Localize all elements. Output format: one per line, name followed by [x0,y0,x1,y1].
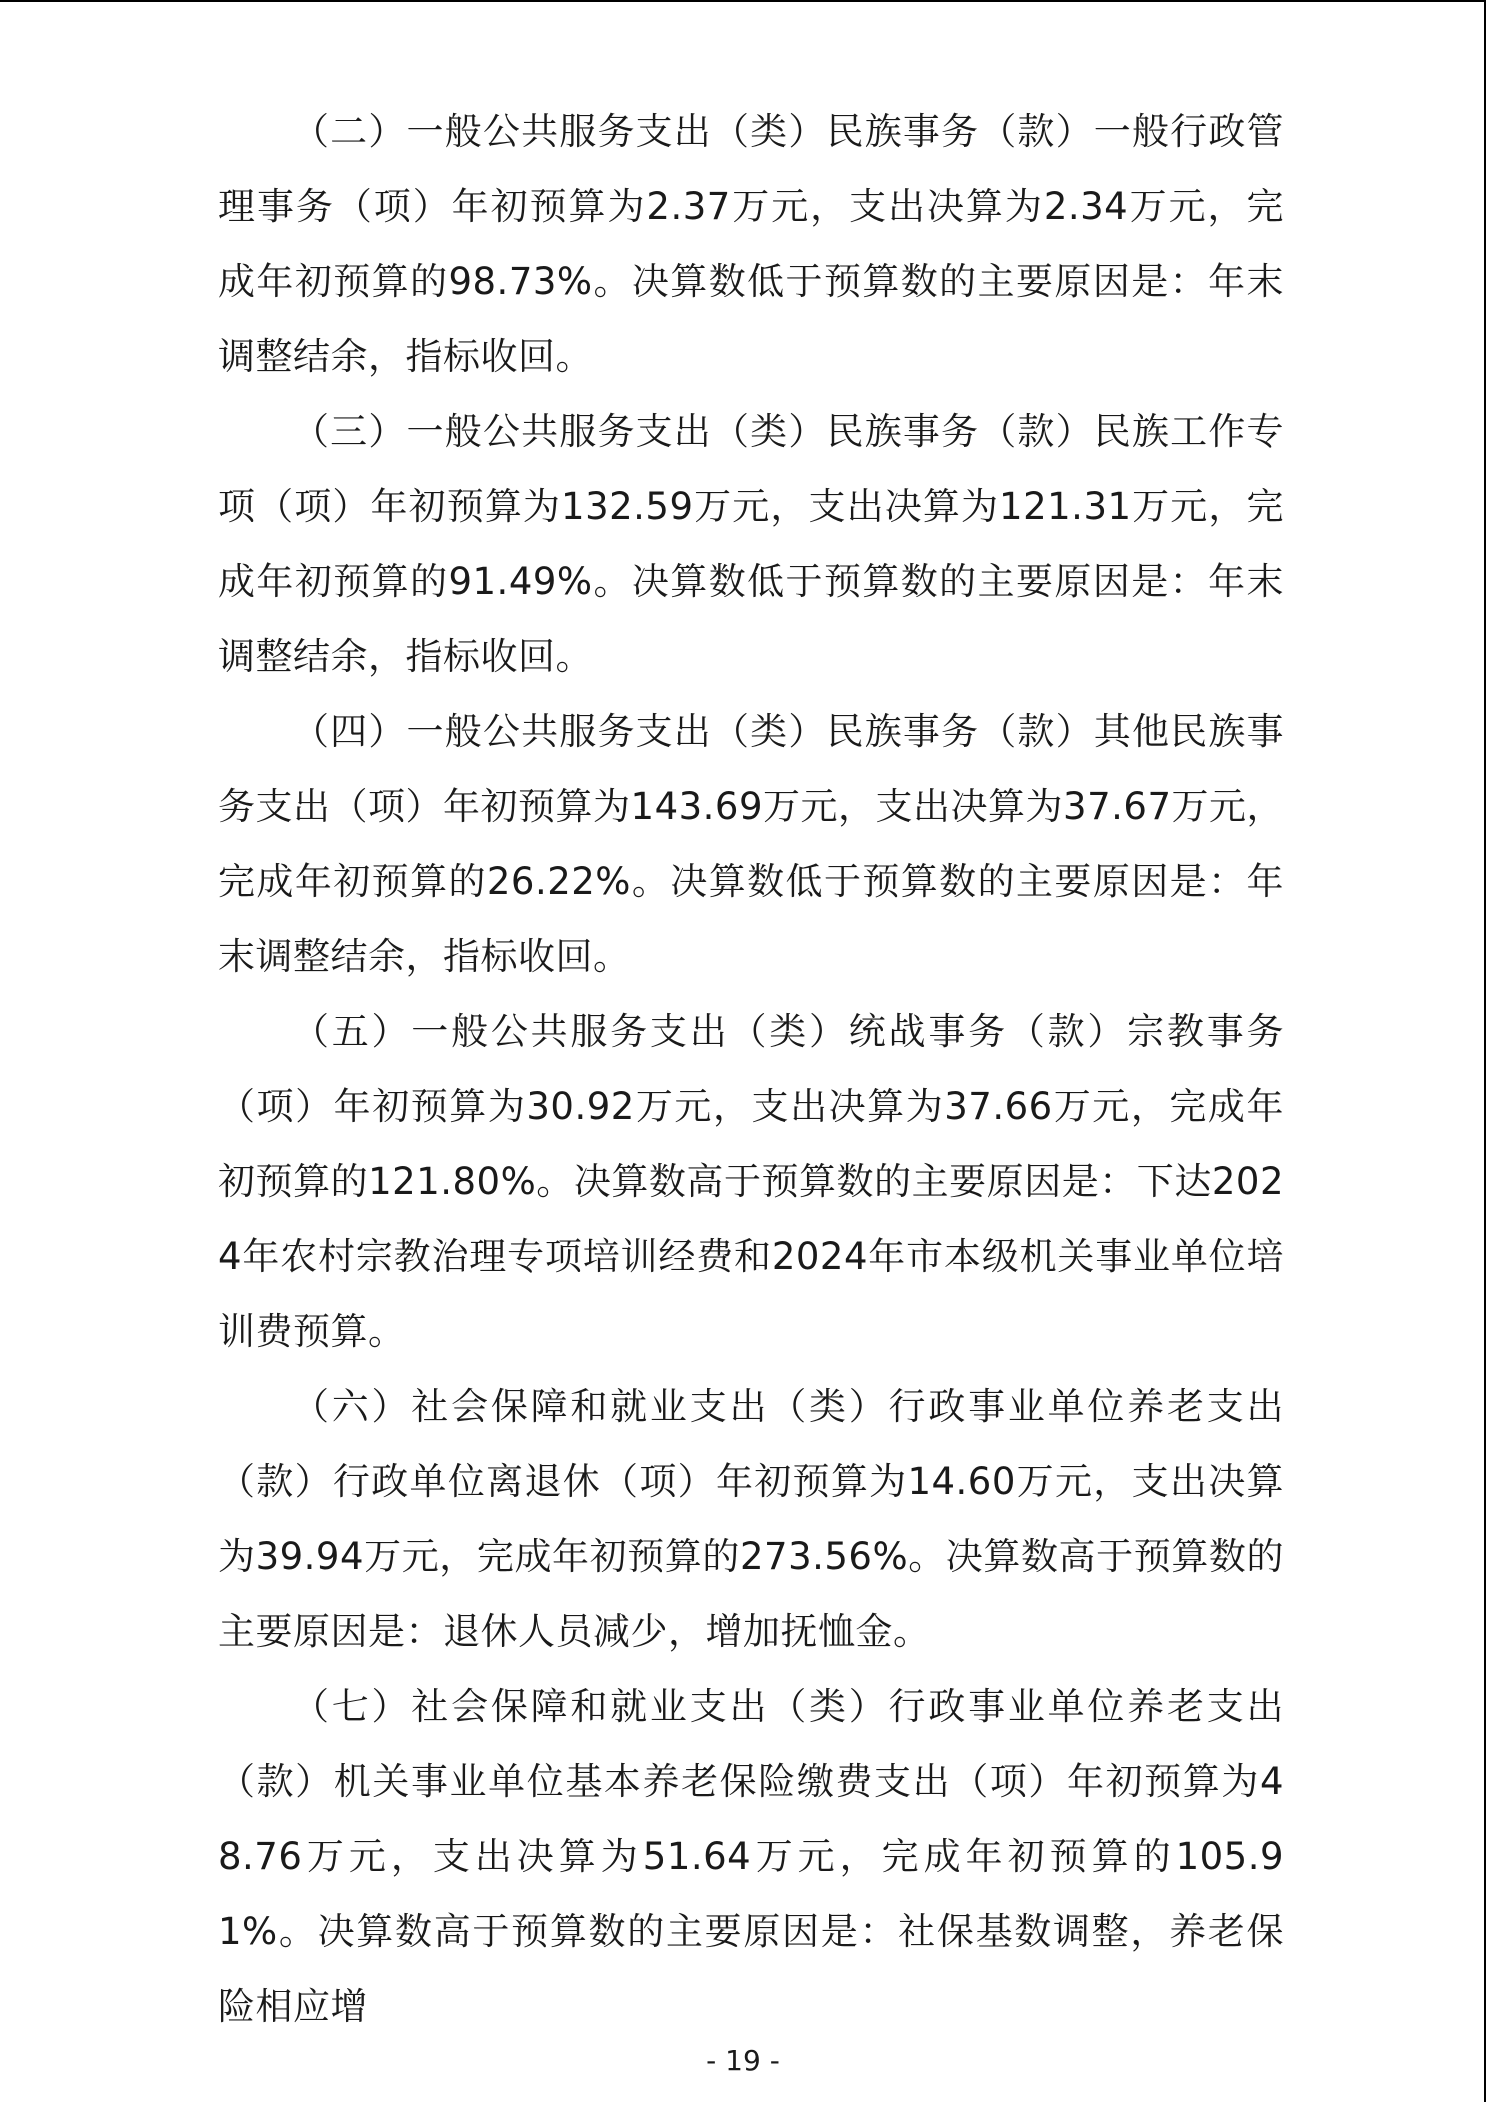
page-body [218,94,1284,2044]
paragraph-7: （七）社会保障和就业支出（类）行政事业单位养老支出（款）机关事业单位基本养老保险缴费支出（项）年初预算为48.76万元，支出决算为51.64万元，完成年初预算的105.91%。决算数高于预算数的主要原因是：社保基数调整，养老保险相应增 [218,1685,1284,2028]
paragraph-6: （六）社会保障和就业支出（类）行政事业单位养老支出（款）行政单位离退休（项）年初预算为14.60万元，支出决算为39.94万元，完成年初预算的273.56%。决算数高于预算数的主要原因是：退休人员减少，增加抚恤金。 [218,1385,1284,1653]
page-number: - 19 - [706,2044,780,2077]
paragraph-2: （二）一般公共服务支出（类）民族事务（款）一般行政管理事务（项）年初预算为2.37万元，支出决算为2.34万元，完成年初预算的98.73%。决算数低于预算数的主要原因是：年末调整结余，指标收回。 [218,110,1284,378]
paragraph-3: （三）一般公共服务支出（类）民族事务（款）民族工作专项（项）年初预算为132.59万元，支出决算为121.31万元，完成年初预算的91.49%。决算数低于预算数的主要原因是：年末调整结余，指标收回。 [218,410,1284,678]
paragraph-4: （四）一般公共服务支出（类）民族事务（款）其他民族事务支出（项）年初预算为143.69万元，支出决算为37.67万元，完成年初预算的26.22%。决算数低于预算数的主要原因是：年末调整结余，指标收回。 [218,710,1284,978]
paragraph-5: （五）一般公共服务支出（类）统战事务（款）宗教事务（项）年初预算为30.92万元，支出决算为37.66万元，完成年初预算的121.80%。决算数高于预算数的主要原因是：下达2024年农村宗教治理专项培训经费和2024年市本级机关事业单位培训费预算。 [218,1010,1284,1353]
